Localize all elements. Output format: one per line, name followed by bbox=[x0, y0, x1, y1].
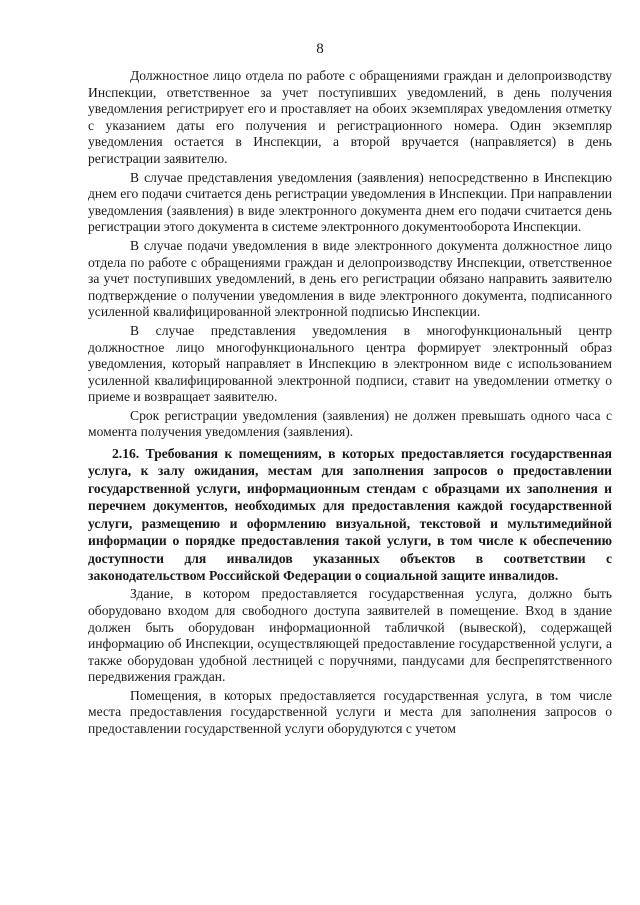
paragraph-submission-date: В случае представления уведомления (заявления) непосредственно в Инспекцию днем его подачи считается день регистрации уведомления в Инспекции. При направлении уведомления (заявления) в виде электронного документа днем его подачи считается день регистрации этого документа в системе электронного документооборота Инспекции. bbox=[88, 169, 612, 235]
paragraph-building-requirements: Здание, в котором предоставляется государственная услуга, должно быть оборудовано входом для свободного доступа заявителей в помещение. Вход в здание должен быть оборудован информационной табличкой (вывеской), содержащей информацию об Инспекции, осуществляющей предоставление государственной услуги, а также оборудован удобной лестницей с поручнями, пандусами для беспрепятственного передвижения граждан. bbox=[88, 586, 612, 685]
paragraph-electronic-submission: В случае подачи уведомления в виде электронного документа должностное лицо отдела по работе с обращениями граждан и делопроизводству Инспекции, ответственное за учет поступивших уведомлений, в день его регистрации обязано направить заявителю подтверждение о получении уведомления в виде электронного документа, подписанного усиленной квалифицированной электронной подписью Инспекции. bbox=[88, 237, 612, 320]
paragraph-registration: Должностное лицо отдела по работе с обращениями граждан и делопроизводству Инспекции, ответственное за учет поступивших уведомлений, в день получения уведомления регистрирует его и проставляет на обоих экземплярах уведомления отметку с указанием даты его получения и регистрационного номера. Один экземпляр уведомления остается в Инспекции, а второй вручается (направляется) в день регистрации заявителю. bbox=[88, 68, 612, 166]
paragraph-registration-deadline: Срок регистрации уведомления (заявления) не должен превышать одного часа с момента получения уведомления (заявления). bbox=[88, 407, 612, 440]
document-body bbox=[88, 68, 612, 738]
paragraph-multifunctional-center: В случае представления уведомления в многофункциональный центр должностное лицо многофункционального центра формирует электронный образ уведомления, который направляет в Инспекцию в электронном виде с использованием усиленной квалифицированной электронной подписи, ставит на уведомлении отметку о приеме и возвращает заявителю. bbox=[88, 322, 612, 405]
section-heading-2-16: 2.16. Требования к помещениям, в которых предоставляется государственная услуга, к залу ожидания, местам для заполнения запросов о предоставлении государственной услуги, информационным стендам с образцами их заполнения и перечнем документов, необходимых для предоставления каждой государственной услуги, размещению и оформлению визуальной, текстовой и мультимедийной информации о порядке предоставления такой услуги, в том числе к обеспечению доступности для инвалидов указанных объектов в соответствии с законодательством Российской Федерации о социальной защите инвалидов. bbox=[88, 446, 612, 583]
paragraph-premises-requirements: Помещения, в которых предоставляется государственная услуга, в том числе места предоставления государственной услуги и места для заполнения запросов о предоставлении государственной услуги оборудуются с учетом bbox=[88, 687, 612, 737]
page-number: 8 bbox=[316, 41, 324, 57]
